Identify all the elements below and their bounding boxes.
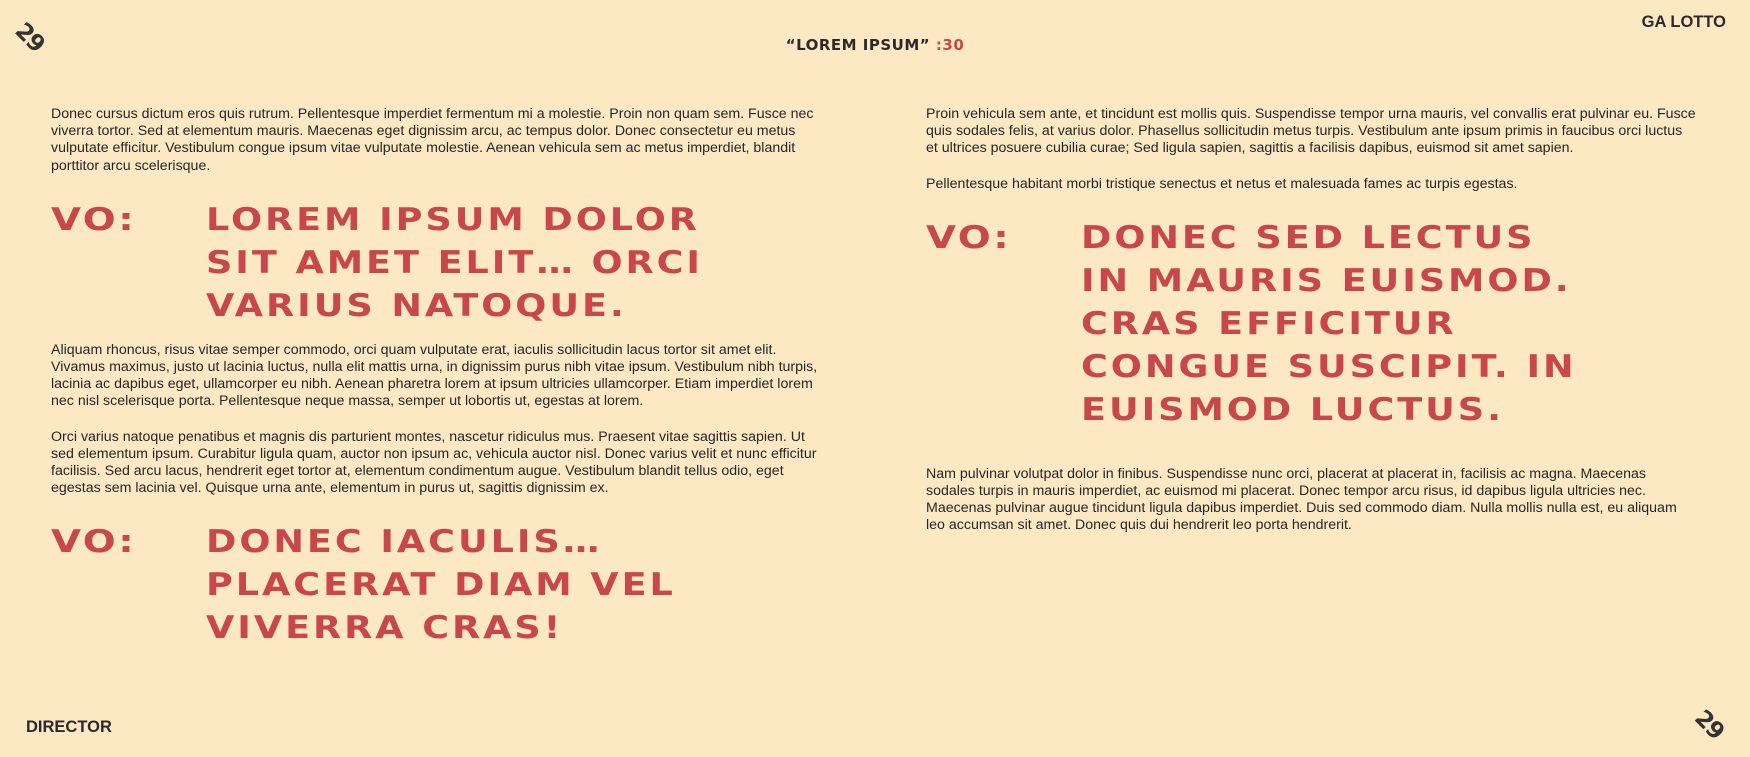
vo-text: [206, 521, 902, 650]
body-paragraph: Pellentesque habitant morbi tristique senectus et netus et malesuada fames ac turpis egestas.: [926, 175, 1518, 192]
vo-line: CONGUE SUSCIPIT. IN: [1081, 348, 1577, 385]
vo-line: DONEC IACULIS…: [206, 524, 603, 561]
client-name: GA LOTTO: [1641, 13, 1726, 31]
vo-line: LOREM IPSUM DOLOR: [206, 201, 700, 238]
script-title: [0, 36, 1750, 54]
body-paragraph: Orci varius natoque penatibus et magnis dis parturient montes, nascetur ridiculus mus. Praesent vitae sagittis sapien. Ut sed elementum ipsum. Curabitur ligula quam, auctor non ipsum ac, vehicula auctor nisl. Donec varius velit et nunc efficitur facilisis. Sed arcu lacus, hendrerit eget tortor at, elementum condimentum augue. Vestibulum blandit tellus odio, eget egestas sem lacinia vel. Quisque urna ante, elementum in purus ut, sagittis dignissim ex.: [51, 428, 817, 497]
body-paragraph: Nam pulvinar volutpat dolor in finibus. Suspendisse nunc orci, placerat at placerat in, facilisis ac magna. Maecenas sodales turpis in mauris imperdiet, ac euismod mi placerat. Donec tempor arcu risus, id dapibus ligula ultricies nec. Maecenas pulvinar augue tincidunt ligula dapibus imperdiet. Duis sed commodo diam. Nulla mollis nulla est, eu aliquam leo accumsan sit amet. Donec quis dui hendrerit leo porta hendrerit.: [926, 465, 1677, 534]
vo-line: VIVERRA CRAS!: [206, 610, 564, 647]
page-number-top-left: 29: [9, 18, 50, 58]
vo-label: VO:: [926, 219, 1012, 256]
vo-text: [1081, 217, 1736, 432]
page-number-bottom-right: 29: [1689, 705, 1729, 745]
left-column: [51, 106, 826, 666]
voiceover-block: [926, 217, 1696, 432]
right-column: [926, 106, 1696, 553]
vo-label: VO:: [51, 524, 137, 561]
vo-line: DONEC SED LECTUS: [1081, 219, 1536, 256]
duration-text: :30: [935, 36, 965, 54]
vo-line: EUISMOD LUCTUS.: [1081, 391, 1504, 428]
voiceover-block: [51, 199, 826, 328]
vo-line: PLACERAT DIAM VEL: [206, 567, 676, 604]
body-paragraph: Donec cursus dictum eros quis rutrum. Pellentesque imperdiet fermentum mi a molestie. Proin non quam sem. Fusce nec viverra tortor. Sed at elementum mauris. Maecenas eget dignissim arcu, ac tempus dolor. Donec consectetur eu metus vulputate efficitur. Vestibulum congue ipsum vitae vulputate molestie. Aenean vehicula sem ac metus imperdiet, blandit porttitor arcu scelerisque.: [51, 106, 814, 174]
vo-line: CRAS EFFICITUR: [1081, 305, 1457, 342]
vo-text: [206, 199, 902, 328]
title-text: “LOREM IPSUM”: [785, 36, 931, 54]
vo-line: VARIUS NATOQUE.: [206, 287, 627, 324]
director-label: DIRECTOR: [26, 718, 112, 736]
vo-line: SIT AMET ELIT… ORCI: [206, 244, 703, 281]
vo-line: IN MAURIS EUISMOD.: [1081, 262, 1572, 299]
vo-label: VO:: [51, 201, 137, 238]
voiceover-block: [51, 521, 826, 650]
body-paragraph: Aliquam rhoncus, risus vitae semper commodo, orci quam vulputate erat, iaculis sollicitudin lacus tortor sit amet elit. Vivamus maximus, justo ut lacinia luctus, nulla elit mattis urna, in dignissim purus nibh vitae ipsum. Vestibulum nibh turpis, lacinia ac dapibus eget, ullamcorper eu nibh. Aenean pharetra lorem at ipsum ultricies ullamcorper. Etiam imperdiet lorem nec nisl scelerisque porta. Pellentesque neque massa, semper ut lobortis ut, egestas at lorem.: [51, 341, 818, 410]
body-paragraph: Proin vehicula sem ante, et tincidunt est mollis quis. Suspendisse tempor urna mauris, vel convallis erat pulvinar eu. Fusce quis sodales felis, at varius dolor. Phasellus sollicitudin metus turpis. Vestibulum ante ipsum primis in faucibus orci luctus et ultrices posuere cubilia curae; Sed ligula sapien, sagittis a facilisis dapibus, euismod sit amet sapien.: [926, 106, 1696, 157]
